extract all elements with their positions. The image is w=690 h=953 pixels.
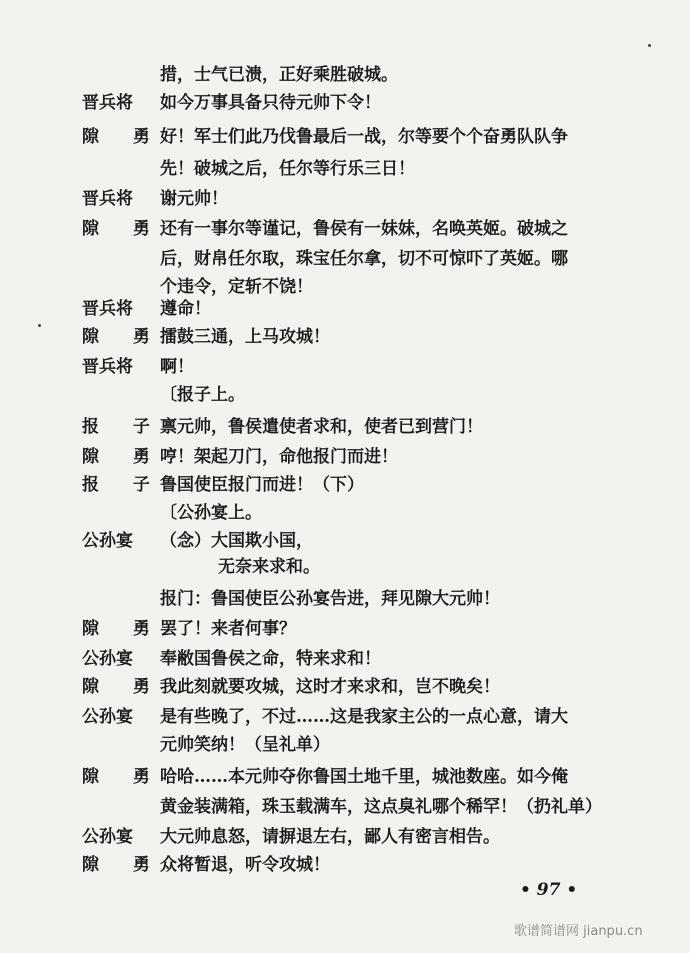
dialogue-text: 还有一事尔等谨记，鲁侯有一妹妹，名唤英姬。破城之 bbox=[160, 219, 568, 239]
dialogue-text: 先！破城之后，任尔等行乐三日！ bbox=[160, 159, 415, 179]
speaker-name: 报 子 bbox=[82, 475, 164, 495]
script-line bbox=[0, 122, 690, 152]
dialogue-text: 哼！架起刀门，命他报门而进！ bbox=[160, 447, 398, 467]
script-line bbox=[0, 154, 690, 184]
script-line bbox=[0, 850, 690, 880]
speaker-name: 隙 勇 bbox=[82, 619, 164, 639]
dialogue-text: 〔公孙宴上。 bbox=[160, 503, 262, 523]
dialogue-text: 鲁国使臣报门而进！（下） bbox=[160, 475, 364, 495]
dialogue-text: 大元帅息怒，请摒退左右，鄙人有密言相告。 bbox=[160, 827, 500, 847]
print-speck bbox=[648, 44, 651, 47]
dialogue-text: 是有些晚了，不过……这是我家主公的一点心意，请大 bbox=[160, 707, 568, 727]
script-line bbox=[0, 792, 690, 822]
dialogue-text: 元帅笑纳！（呈礼单） bbox=[160, 735, 330, 755]
speaker-name: 报 子 bbox=[82, 417, 164, 437]
speaker-name: 晋兵将 bbox=[82, 357, 133, 377]
speaker-name: 公孙宴 bbox=[82, 707, 133, 727]
script-line bbox=[0, 552, 690, 582]
script-line bbox=[0, 470, 690, 500]
script-line bbox=[0, 380, 690, 410]
script-line bbox=[0, 730, 690, 760]
watermark-text: 歌谱简谱网 jianpu.cn bbox=[514, 924, 643, 939]
speaker-name: 隙 勇 bbox=[82, 855, 164, 875]
dialogue-text: 后，财帛任尔取，珠宝任尔拿，切不可惊吓了英姬。哪 bbox=[160, 249, 568, 269]
speaker-name: 隙 勇 bbox=[82, 127, 164, 147]
script-line bbox=[0, 584, 690, 614]
script-line bbox=[0, 60, 690, 90]
speaker-name: 公孙宴 bbox=[82, 649, 133, 669]
script-line bbox=[0, 244, 690, 274]
dialogue-text: 黄金装满箱，珠玉载满车，这点臭礼哪个稀罕！（扔礼单） bbox=[160, 797, 602, 817]
dialogue-text: （念）大国欺小国， bbox=[160, 531, 313, 551]
script-line bbox=[0, 88, 690, 118]
dialogue-text: 众将暂退，听令攻城！ bbox=[160, 855, 330, 875]
print-speck bbox=[38, 324, 41, 327]
speaker-name: 隙 勇 bbox=[82, 219, 164, 239]
script-line bbox=[0, 352, 690, 382]
script-line bbox=[0, 184, 690, 214]
dialogue-text: 报门：鲁国使臣公孙宴告进，拜见隙大元帅！ bbox=[160, 589, 500, 609]
dialogue-text: 啊！ bbox=[160, 357, 194, 377]
script-line bbox=[0, 214, 690, 244]
script-line bbox=[0, 644, 690, 674]
speaker-name: 晋兵将 bbox=[82, 299, 133, 319]
speaker-name: 隙 勇 bbox=[82, 767, 164, 787]
script-line bbox=[0, 322, 690, 352]
speaker-name: 隙 勇 bbox=[82, 327, 164, 347]
dialogue-text: 哈哈……本元帅夺你鲁国土地千里，城池数座。如今俺 bbox=[160, 767, 568, 787]
script-line bbox=[0, 822, 690, 852]
speaker-name: 公孙宴 bbox=[82, 531, 133, 551]
dialogue-text: 如今万事具备只待元帅下令！ bbox=[160, 93, 381, 113]
dialogue-text: 擂鼓三通，上马攻城！ bbox=[160, 327, 330, 347]
script-line bbox=[0, 762, 690, 792]
speaker-name: 公孙宴 bbox=[82, 827, 133, 847]
script-line bbox=[0, 412, 690, 442]
dialogue-text: 谢元帅！ bbox=[160, 189, 228, 209]
script-line bbox=[0, 442, 690, 472]
script-line bbox=[0, 498, 690, 528]
dialogue-text: 无奈来求和。 bbox=[218, 557, 320, 577]
speaker-name: 隙 勇 bbox=[82, 677, 164, 697]
dialogue-text: 禀元帅，鲁侯遣使者求和，使者已到营门！ bbox=[160, 417, 483, 437]
dialogue-text: 遵命！ bbox=[160, 299, 211, 319]
script-line bbox=[0, 294, 690, 324]
dialogue-text: 我此刻就要攻城，这时才来求和，岂不晚矣！ bbox=[160, 677, 500, 697]
script-line bbox=[0, 614, 690, 644]
dialogue-text: 好！军士们此乃伐鲁最后一战，尔等要个个奋勇队队争 bbox=[160, 127, 568, 147]
speaker-name: 晋兵将 bbox=[82, 189, 133, 209]
dialogue-text: 个违令，定斩不饶！ bbox=[160, 277, 313, 297]
dialogue-text: 奉敝国鲁侯之命，特来求和！ bbox=[160, 649, 381, 669]
dialogue-text: 〔报子上。 bbox=[160, 385, 245, 405]
page-number: • 97 • bbox=[520, 880, 578, 900]
speaker-name: 隙 勇 bbox=[82, 447, 164, 467]
dialogue-text: 措，士气已溃，正好乘胜破城。 bbox=[160, 65, 398, 85]
dialogue-text: 罢了！来者何事？ bbox=[160, 619, 296, 639]
script-line bbox=[0, 672, 690, 702]
speaker-name: 晋兵将 bbox=[82, 93, 133, 113]
script-line bbox=[0, 702, 690, 732]
